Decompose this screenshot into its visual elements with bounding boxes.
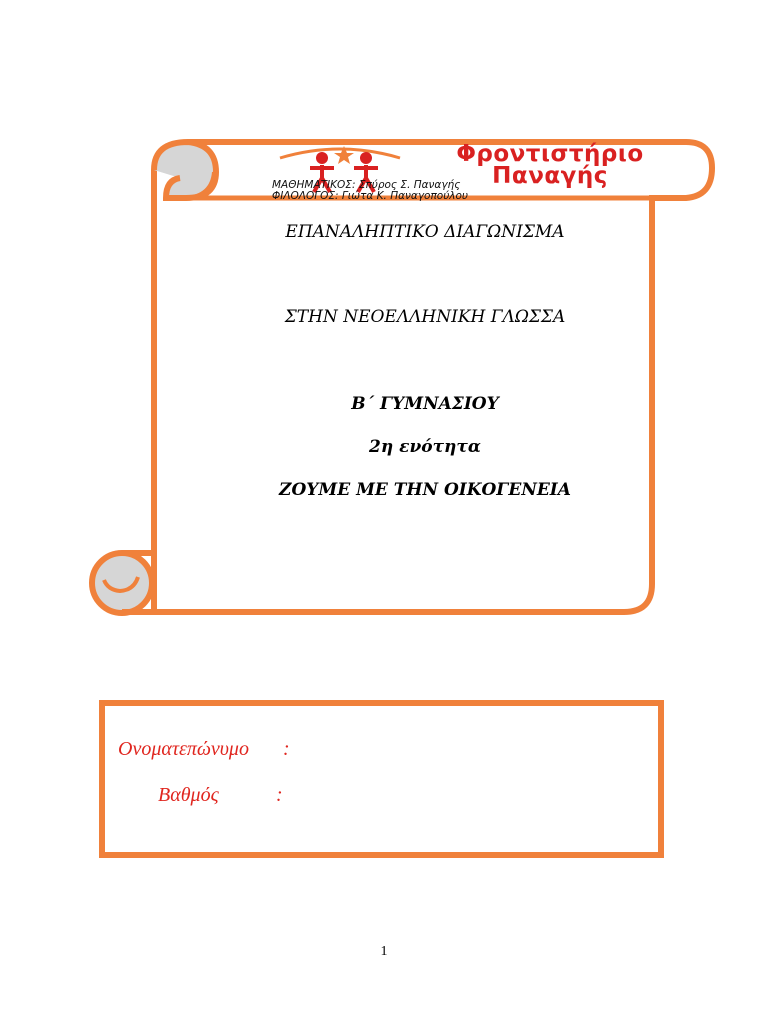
name-label: Ονοματεπώνυμο (118, 738, 249, 760)
brand-line1: Φροντιστήριο (456, 141, 644, 167)
title-line4: 2η ενότητα (369, 437, 481, 457)
name-colon: : (283, 738, 290, 760)
title-line3: Β΄ ΓΥΜΝΑΣΙΟΥ (351, 394, 499, 414)
student-info-box (99, 700, 664, 858)
credit-math: ΜΑΘΗΜΑΤΙΚΟΣ: Σπύρος Σ. Παναγής (272, 179, 461, 191)
page-number: 1 (380, 944, 388, 959)
scroll-body (150, 142, 712, 612)
grade-colon: : (276, 784, 283, 806)
title-line5: ΖΟΥΜΕ ΜΕ ΤΗΝ ΟΙΚΟΓΕΝΕΙΑ (279, 480, 571, 500)
title-line1: ΕΠΑΝΑΛΗΠΤΙΚΟ ΔΙΑΓΩΝΙΣΜΑ (285, 222, 565, 242)
credit-philology: ΦΙΛΟΛΟΓΟΣ: Γιώτα Κ. Παναγοπούλου (272, 190, 468, 202)
grade-label: Βαθμός (158, 784, 219, 806)
scroll-bottom-curl (92, 553, 152, 613)
brand-line2: Παναγής (492, 163, 608, 189)
title-line2: ΣΤΗΝ ΝΕΟΕΛΛΗΝΙΚΗ ΓΛΩΣΣΑ (284, 307, 566, 327)
header-credits (272, 180, 572, 202)
